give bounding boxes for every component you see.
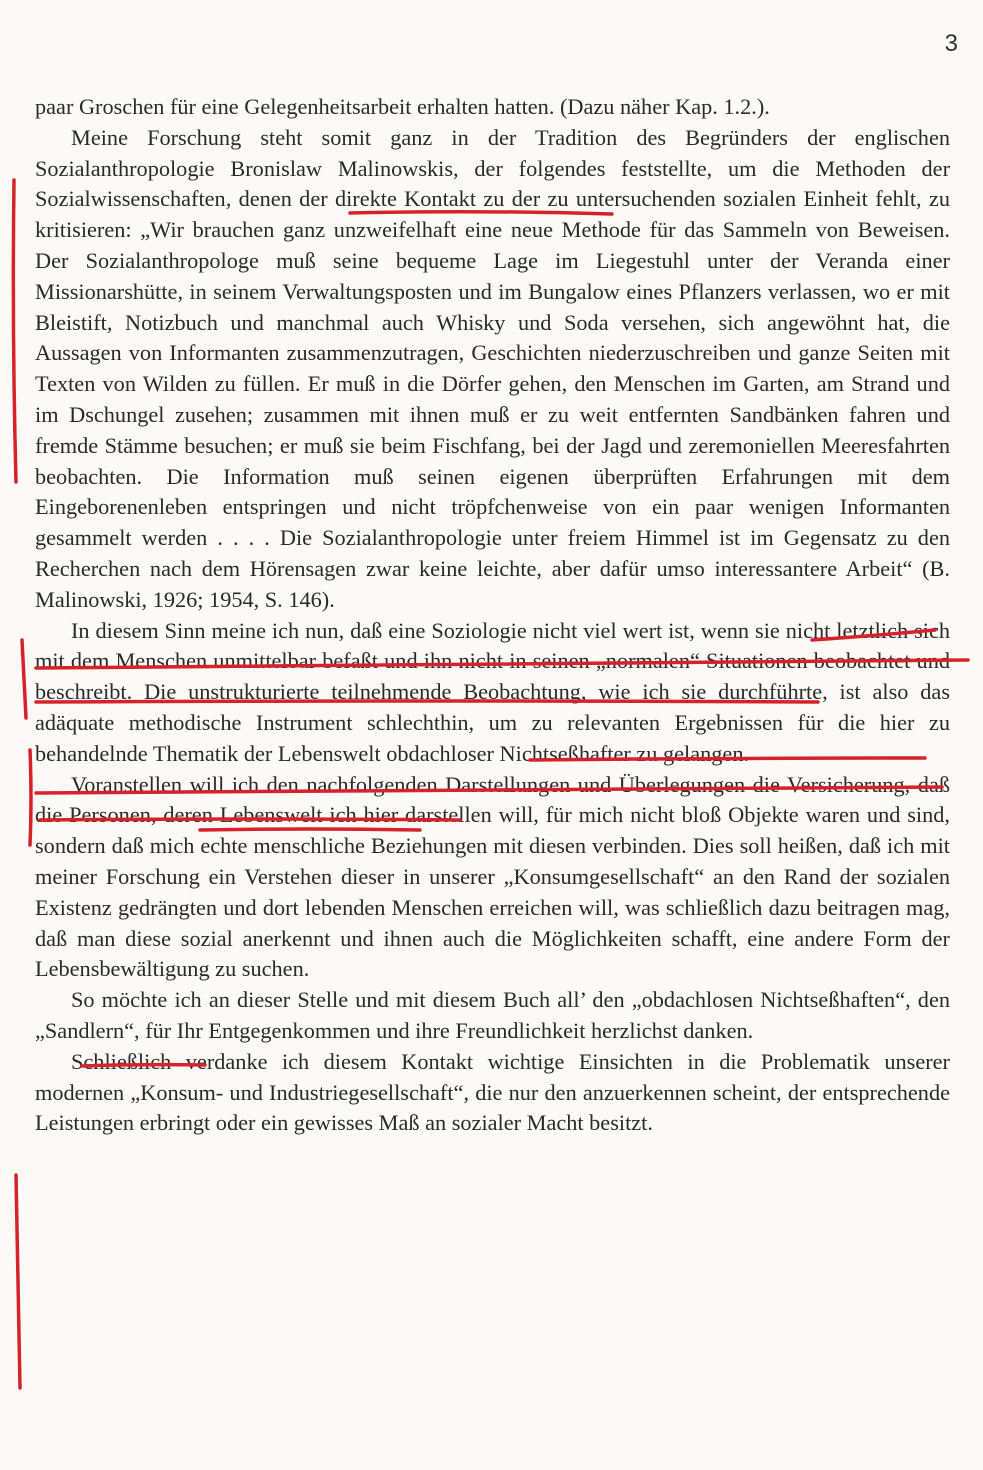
margin-bar-2 [22, 640, 26, 718]
page-number: 3 [944, 30, 958, 57]
paragraph-3: In diesem Sinn meine ich nun, daß eine Soziologie nicht viel wert ist, wenn sie nicht letztlich sich mit dem Menschen unmittelbar befaßt und ihn nicht in seinen „normalen“ Situationen beobachtet und beschreibt. Die unstrukturierte teilnehmende Beobachtung, wie ich sie durchführte, ist also das adäquate methodische Instrument schlechthin, um zu relevanten Ergebnissen für die hier zu behandelnde Thematik der Lebenswelt obdachloser Nichtseßhafter zu gelangen. [35, 617, 950, 766]
margin-bar-1 [13, 180, 16, 482]
paragraph-2: Meine Forschung steht somit ganz in der Tradition des Begründers der englischen Sozialanthropologie Bronislaw Malinowskis, der folgendes feststellte, um die Methoden der Sozialwissenschaften, denen der direkte Kontakt zu der zu untersuchenden sozialen Einheit fehlt, zu kritisieren: „Wir brauchen ganz unzweifelhaft eine neue Methode für das Sammeln von Beweisen. Der Sozialanthropologe muß seine bequeme Lage im Liegestuhl unter der Veranda einer Missionarshütte, in seinem Verwaltungsposten und im Bungalow eines Pflanzers verlassen, wo er mit Bleistift, Notizbuch und manchmal auch Whisky und Soda versehen, sich angewöhnt hat, die Aussagen von Informanten zusammenzutragen, Geschichten niederzuschreiben und ganze Seiten mit Texten von Wilden zu füllen. Er muß in die Dörfer gehen, den Menschen im Garten, am Strand und im Dschungel zusehen; zusammen mit ihnen muß er zu weit entfernten Sandbänken fahren und fremde Stämme besuchen; er muß sie beim Fischfang, bei der Jagd und zeremoniellen Meeresfahrten beobachten. Die Information muß seinen eigenen überprüften Erfahrungen mit dem Eingeborenenleben entspringen und nicht tröpfchenweise von ein paar wenigen Informanten gesammelt werden . . . . Die Sozialanthropologie unter freiem Himmel ist im Gegensatz zu den Recherchen nach dem Hörensagen zwar keine leichte, aber dafür umso interessantere Arbeit“ (B. Malinowski, 1926; 1954, S. 146). [35, 124, 950, 612]
paragraph-6: Schließlich verdanke ich diesem Kontakt wichtige Einsichten in die Problematik unserer modernen „Konsum- und Industriegesellschaft“, die nur den anzuerkennen scheint, der entsprechende Leistungen erbringt oder ein gewisses Maß an sozialer Macht besitzt. [35, 1048, 950, 1136]
body-text [35, 92, 950, 1139]
margin-bar-4 [16, 1175, 20, 1388]
margin-bar-3 [30, 750, 31, 845]
paragraph-4: Voranstellen will ich den nachfolgenden Darstellungen und Überlegungen die Versicherung, daß die Personen, deren Lebenswelt ich hier darstellen will, für mich nicht bloß Objekte waren und sind, sondern daß mich echte menschliche Beziehungen mit diesen verbinden. Dies soll heißen, daß ich mit meiner Forschung ein Verstehen dieser in unserer „Konsumgesellschaft“ an den Rand der sozialen Existenz gedrängten und dort lebenden Menschen erreichen will, was schließlich dazu beitragen mag, daß man diese sozial anerkennt und ihnen auch die Möglichkeiten schafft, eine andere Form der Lebensbewältigung zu suchen. [35, 771, 950, 982]
paragraph-1: paar Groschen für eine Gelegenheitsarbeit erhalten hatten. (Dazu näher Kap. 1.2.). [35, 94, 770, 119]
paragraph-5: So möchte ich an dieser Stelle und mit diesem Buch all’ den „obdachlosen Nichtseßhaften“, den „Sandlern“, für Ihr Entgegenkommen und ihre Freundlichkeit herzlichst danken. [35, 987, 950, 1043]
